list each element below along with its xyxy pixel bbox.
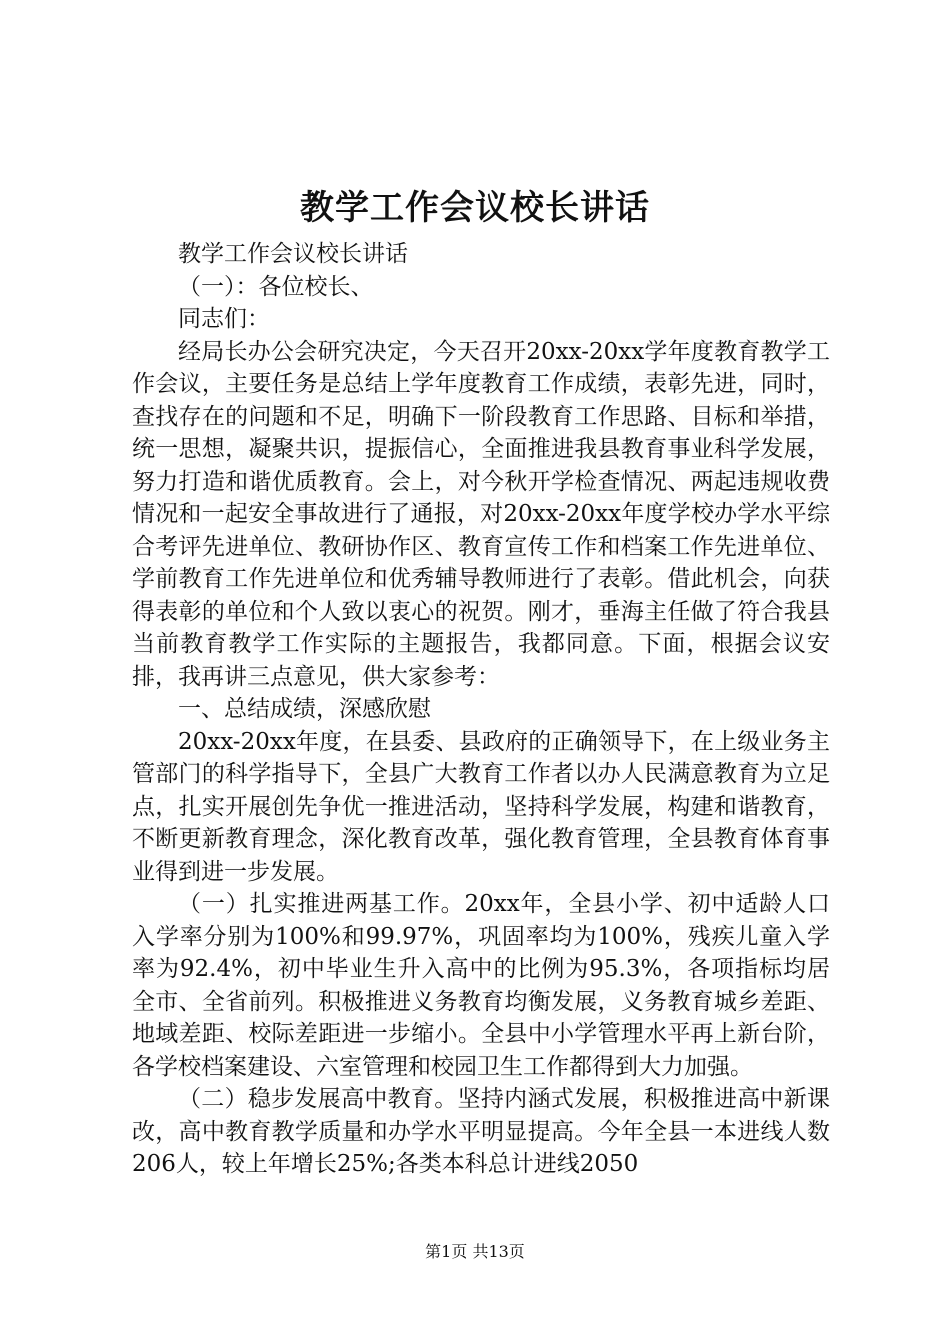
paragraph-item-1: （一）扎实推进两基工作。20xx年，全县小学、初中适龄人口入学率分别为100%和99.97%，巩固率均为100%，残疾儿童入学率为92.4%，初中毕业生升入高中的比例为95.3%，各项指标均居全市、全省前列。积极推进义务教育均衡发展，义务教育城乡差距、地域差距、校际差距进一步缩小。全县中小学管理水平再上新台阶，各学校档案建设、六室管理和校园卫生工作都得到大力加强。 <box>132 891 830 1080</box>
page-footer: 第1页 共13页 <box>425 1242 525 1261</box>
paragraph-summary: 20xx-20xx年度，在县委、县政府的正确领导下，在上级业务主管部门的科学指导下，全县广大教育工作者以办人民满意教育为立足点，扎实开展创先争优一推进活动，坚持科学发展，构建和谐教育，不断更新教育理念，深化教育改革，强化教育管理，全县教育体育事业得到进一步发展。 <box>132 728 830 885</box>
paragraph-intro: 经局长办公会研究决定，今天召开20xx-20xx学年度教育教学工作会议，主要任务是总结上学年度教育工作成绩，表彰先进，同时，查找存在的问题和不足，明确下一阶段教育工作思路、目标和举措，统一思想，凝聚共识，提振信心，全面推进我县教育事业科学发展，努力打造和谐优质教育。会上，对今秋开学检查情况、两起违规收费情况和一起安全事故进行了通报，对20xx-20xx年度学校办学水平综合考评先进单位、教研协作区、教育宣传工作和档案工作先进单位、学前教育工作先进单位和优秀辅导教师进行了表彰。借此机会，向获得表彰的单位和个人致以衷心的祝贺。刚才，垂海主任做了符合我县当前教育教学工作实际的主题报告，我都同意。下面，根据会议安排，我再讲三点意见，供大家参考： <box>132 338 830 690</box>
paragraph-salutation-2: 同志们： <box>178 306 270 332</box>
section-heading-1: 一、总结成绩，深感欣慰 <box>178 696 431 722</box>
paragraph-salutation-1: （一）：各位校长、 <box>178 273 374 300</box>
document-body <box>132 238 830 1181</box>
paragraph-subtitle: 教学工作会议校长讲话 <box>178 241 408 267</box>
document-title: 教学工作会议校长讲话 <box>300 188 650 228</box>
paragraph-item-2: （二）稳步发展高中教育。坚持内涵式发展，积极推进高中新课改，高中教育教学质量和办学水平明显提高。今年全县一本进线人数206人，较上年增长25%;各类本科总计进线2050 <box>132 1086 830 1177</box>
